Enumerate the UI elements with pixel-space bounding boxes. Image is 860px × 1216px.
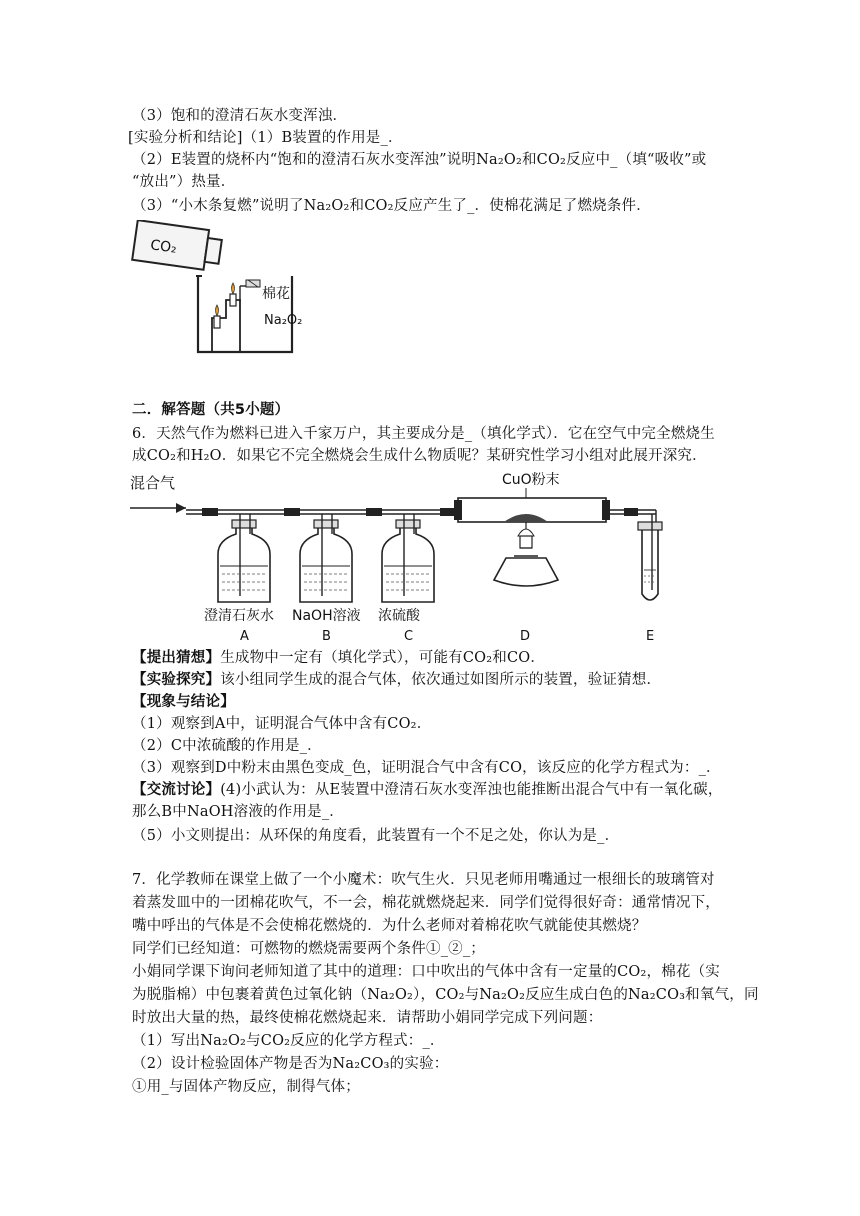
- q6-apparatus: [128, 470, 688, 644]
- q7-sub-3: ①用_与固体产物反应，制得气体；: [132, 1079, 360, 1095]
- na2o2-label: Na₂O₂: [264, 313, 303, 328]
- q6-paragraph-2: 成CO₂和H₂O．如果它不完全燃烧会生成什么物质呢？某研究性学习小组对此展开深究．: [132, 448, 707, 464]
- q6-hypothesis: [132, 648, 545, 668]
- reagent-c: 浓硫酸: [378, 608, 420, 624]
- q7-paragraph-5: 小娟同学课下询问老师知道了其中的道理：口中吹出的气体中含有一定量的CO₂，棉花（实: [132, 964, 720, 980]
- q7-paragraph-7: 时放出大量的热，最终使棉花燃烧起来．请帮助小娟同学完成下列问题：: [132, 1010, 603, 1026]
- q7-paragraph-3: 嘴中呼出的气体是不会使棉花燃烧的．为什么老师对着棉花吹气就能使其燃烧？: [132, 918, 647, 934]
- q5-observation-3: （3）饱和的澄清石灰水变浑浊．: [132, 108, 348, 124]
- q6-experiment: [132, 670, 661, 690]
- q7-sub-1: （1）写出Na₂O₂与CO₂反应的化学方程式：_．: [132, 1033, 445, 1049]
- q6-observation-2: （2）C中浓硫酸的作用是_．: [132, 738, 322, 754]
- bottle-c: [382, 514, 434, 602]
- test-tube-e: [638, 510, 662, 600]
- q6-hypothesis-label: 【提出猜想】: [132, 649, 221, 666]
- mixed-gas-label: 混合气: [130, 474, 176, 492]
- q6-experiment-label: 【实验探究】: [132, 671, 221, 688]
- q6-paragraph-1: 6．天然气作为燃料已进入千家万户，其主要成分是_（填化学式）．它在空气中完全燃烧生: [132, 426, 715, 442]
- q7-paragraph-1: 7．化学教师在课堂上做了一个小魔术：吹气生火．只见老师用嘴通过一根细长的玻璃管对: [132, 872, 715, 888]
- q6-discussion-5: （5）小文则提出：从环保的角度看，此装置有一个不足之处，你认为是_．: [132, 828, 620, 844]
- label-c: C: [404, 629, 414, 644]
- q5-analysis-title: [实验分析和结论]: [128, 130, 243, 146]
- cotton-label: 棉花: [262, 286, 290, 302]
- q5-figure: [128, 220, 328, 360]
- q5-analysis-3: （3）“小木条复燃”说明了Na₂O₂和CO₂反应产生了_．使棉花满足了燃烧条件．: [132, 198, 651, 214]
- label-d: D: [520, 629, 531, 644]
- co2-bottle-label: CO₂: [149, 237, 178, 257]
- q6-discussion: [132, 780, 723, 800]
- q6-observation-3: （3）观察到D中粉末由黑色变成_色，证明混合气中含有CO，该反应的化学方程式为：_．: [132, 760, 721, 776]
- combustion-tube-d: [454, 471, 610, 586]
- q6-observation-label: 【现象与结论】: [132, 693, 235, 710]
- reagent-b: NaOH溶液: [292, 608, 361, 624]
- q6-discussion-label: 【交流讨论】: [132, 781, 221, 798]
- q5-analysis-2a: （2）E装置的烧杯内“饱和的澄清石灰水变浑浊”说明Na₂O₂和CO₂反应中_（填“吸收”或: [132, 152, 707, 168]
- q6-discussion-text-2: 那么B中NaOH溶液的作用是_．: [132, 804, 344, 820]
- bottle-a: [218, 514, 270, 602]
- q5-analysis-2b: “放出”）热量．: [132, 174, 236, 190]
- cuo-powder-label: CuO粉末: [502, 472, 560, 488]
- label-e: E: [646, 629, 655, 644]
- inlet-arrow: [176, 503, 186, 513]
- q7-paragraph-2: 着蒸发皿中的一团棉花吹气，不一会，棉花就燃烧起来．同学们觉得很好奇：通常情况下，: [132, 895, 720, 911]
- reagent-a: 澄清石灰水: [204, 608, 274, 624]
- section-2-title: 二．解答题（共5小题）: [132, 402, 290, 418]
- q6-experiment-text: 该小组同学生成的混合气体，依次通过如图所示的装置，验证猜想．: [220, 672, 662, 688]
- alcohol-lamp: [494, 558, 558, 586]
- co2-bottle: [132, 220, 223, 272]
- label-a: A: [240, 629, 249, 644]
- q6-discussion-text: (4)小武认为：从E装置中澄清石灰水变浑浊也能推断出混合气中有一氧化碳，: [220, 782, 723, 798]
- q7-sub-2: （2）设计检验固体产物是否为Na₂CO₃的实验：: [132, 1056, 449, 1072]
- q6-hypothesis-text: 生成物中一定有（填化学式），可能有CO₂和CO．: [220, 650, 546, 666]
- q5-analysis: [128, 128, 403, 148]
- candle-low: [214, 316, 220, 328]
- q6-observation-1: （1）观察到A中，证明混合气体中含有CO₂．: [132, 716, 432, 732]
- q5-analysis-1: （1）B装置的作用是_．: [242, 130, 403, 146]
- q7-paragraph-4: 同学们已经知道：可燃物的燃烧需要两个条件①_②_；: [132, 941, 485, 957]
- label-b: B: [322, 629, 331, 644]
- bottle-b: [300, 514, 352, 602]
- candle-high: [230, 294, 236, 306]
- q7-paragraph-6: 为脱脂棉）中包裹着黄色过氧化钠（Na₂O₂），CO₂与Na₂O₂反应生成白色的Na₂CO₃和氧气，同: [132, 987, 759, 1003]
